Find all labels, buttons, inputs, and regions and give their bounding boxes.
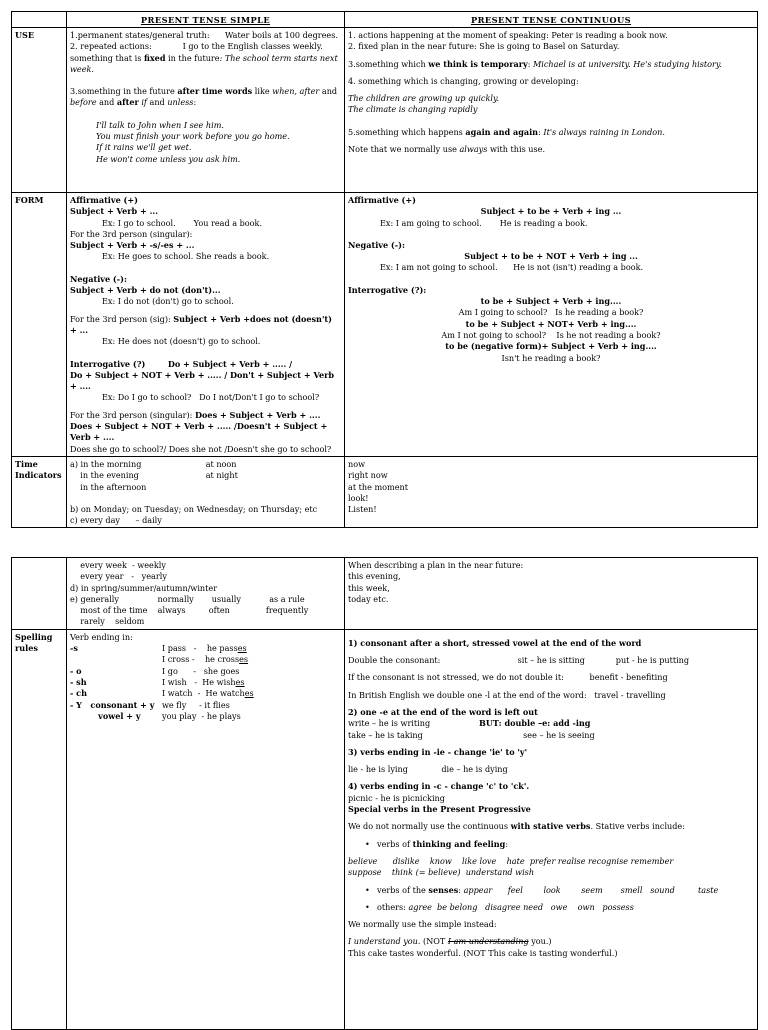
form-simple-example: Ex: I go to school. You read a book. [102,217,263,228]
form-cont-formula: Subject + to be + Verb + ing ... [480,206,622,217]
form-simple [67,193,345,457]
use-simple-example: If it rains we'll get wet. [96,142,192,153]
form-cont-formula: Subject + to be + NOT + Verb + ing ... [464,251,638,262]
time-cont-line: at the moment [348,481,408,492]
time-simple-line: in the evening at night [70,470,238,481]
spelling-row: - ch I watch - He watch es [70,688,254,699]
bullet-others: • others: agree be belong disagree need owe own possess [348,902,754,913]
time-cont-line: Listen! [348,504,377,515]
rule1-note: If the consonant is not stressed, we do not double it: benefit - benefiting [348,672,668,683]
use-simple-line: 1.permanent states/general truth: Water boils at 100 degrees. [70,30,338,40]
form-simple-example: Ex: Do I go to school? Do I not/Don't I go to school? [102,392,320,403]
form-simple-formula: Does + Subject + NOT + Verb + ..... /Doesn't + Subject + Verb + .... [70,421,328,443]
row-time-continued [12,558,758,630]
time2-cont-line: this week, [348,582,390,593]
time2-simple-line: most of the time always often frequently [70,605,309,616]
form-simple-example: Ex: He does not (doesn't) go to school. [102,336,261,347]
form-cont-formula: to be (negative form)+ Subject + Verb + ing.... [445,341,657,352]
use-cont-line: 5.something which happens again and again: It's always raining in London. [348,126,665,137]
form-simple-interrogative: Interrogative (?) Do + Subject + Verb + ..... / [70,358,293,369]
time-continuous [345,456,758,527]
use-simple-line: something that is fixed in the future: The school term starts next week. [70,52,338,74]
header-continuous: PRESENT TENSE CONTINUOUS [345,12,758,28]
header-row [12,12,758,28]
time2-cont-line: this evening, [348,571,401,582]
form-simple-formula: Subject + Verb + -s/-es + ... [70,240,195,251]
spelling-simple [67,629,345,1029]
label-spelling: Spelling rules [12,629,67,1029]
bullet-thinking: • verbs of thinking and feeling: [348,839,754,850]
time2-simple-line: rarely seldom [70,616,145,627]
form-cont-formula: to be + Subject + Verb + ing.... [480,296,622,307]
example-understand: I understand you. (NOT I am understanding you.) [348,936,552,947]
use-cont-line: 3.something which we think is temporary: Michael is at university. He's studying history. [348,58,722,69]
form-simple-example: Ex: I do not (don't) go to school. [102,296,234,307]
form-cont-example: Isn't he reading a book? [501,352,601,363]
use-simple [67,28,345,193]
use-cont-example: The climate is changing rapidly [348,104,478,115]
label-use: USE [12,28,67,193]
label-empty [12,558,67,630]
rule2-line: take – he is taking see – he is seeing [348,729,595,740]
time2-simple-line: every year - yearly [70,571,167,582]
use-simple-line: 3.something in the future after time words like when, after and before and after if and unless: [70,86,338,108]
form-cont-interrogative: Interrogative (?): [348,284,427,295]
simple-instead: We normally use the simple instead: [348,919,497,930]
use-cont-line: 1. actions happening at the moment of speaking: Peter is reading a book now. [348,30,668,40]
table-1 [11,11,758,528]
use-simple-example: I'll talk to John when I see him. [96,119,224,130]
use-simple-example: You must finish your work before you go home. [96,131,290,142]
row-time [12,456,758,527]
time2-simple-line: e) generally normally usually as a rule [70,593,305,604]
form-cont-negative: Negative (-): [348,239,405,250]
header-simple: PRESENT TENSE SIMPLE [67,12,345,28]
row-form [12,193,758,457]
use-cont-example: The children are growing up quickly. [348,93,500,104]
form-cont-example: Ex: I am not going to school. He is not (isn't) reading a book. [380,262,644,273]
header-empty [12,12,67,28]
time2-cont-line: today etc. [348,593,389,604]
form-simple-example: Ex: He goes to school. She reads a book. [102,251,270,262]
time-simple-line: in the afternoon [70,481,147,492]
time-simple-line: c) every day – daily [70,515,162,526]
row-spelling [12,629,758,1029]
time2-cont-line: When describing a plan in the near future: [348,560,524,570]
rule1-british: In British English we double one -l at the end of the word: travel - travelling [348,689,666,700]
spelling-row: -s I pass - he pass es [70,643,247,654]
form-simple-example: Does she go to school?/ Does she not /Doesn't she go to school? [70,443,332,454]
example-cut: This cake tastes wonderful. (NOT This cake is tasting wonderful.) [348,947,618,958]
form-simple-line: For the 3rd person (sig): Subject + Verb +does not (doesn't) + ... [70,313,332,335]
form-simple-formula: Do + Subject + NOT + Verb + ..... / Don't + Subject + Verb + .... [70,369,335,392]
spelling-row: - Y consonant + y we fly - it flies [70,699,230,710]
special-title: Special verbs in the Present Progressive [348,804,531,815]
time2-simple-line: every week - weekly [70,560,166,570]
label-time: Time Indicators [12,456,67,527]
time-cont-line: now [348,458,366,469]
use-cont-line: 4. something which is changing, growing or developing: [348,75,579,86]
form-cont-example: Ex: I am going to school. He is reading a book. [380,217,588,228]
table-2 [11,557,758,1030]
form-simple-affirmative: Affirmative (+) [70,195,138,205]
rule1-title: 1) consonant after a short, stressed vowel at the end of the word [348,637,642,648]
form-cont-formula: to be + Subject + NOT+ Verb + ing.... [465,318,637,329]
thinking-verbs: suppose think (= believe) understand wish [348,867,535,878]
form-simple-formula: Subject + Verb + ... [70,206,159,217]
spelling-intro: Verb ending in: [70,631,133,642]
time-cont-line: right now [348,470,388,481]
use-simple-line: 2. repeated actions: I go to the English classes weekly. [70,41,323,52]
rule2-title: 2) one -e at the end of the word is left out [348,706,538,717]
rule2-line: write – he is writing BUT: double –e: add -ing [348,718,591,729]
time2-simple-line: d) in spring/summer/autumn/winter [70,582,218,593]
rule4-title: 4) verbs ending in -c - change 'c' to 'ck'. [348,781,530,792]
spelling-continuous [345,629,758,1029]
use-cont-line: Note that we normally use always with this use. [348,144,546,155]
label-form: FORM [12,193,67,457]
use-simple-example: He won't come unless you ask him. [96,153,241,164]
rule1-text: Double the consonant: sit – he is sitting put - he is putting [348,655,690,666]
form-simple-line: For the 3rd person (singular): [70,228,193,239]
rule4-text: picnic - he is picnicking [348,792,445,803]
form-cont-example: Am I going to school? Is he reading a book? [458,307,644,318]
time2-continuous [345,558,758,630]
form-simple-line: For the 3rd person (singular): Does + Subject + Verb + .... [70,409,321,420]
time-cont-line: look! [348,492,369,503]
use-continuous [345,28,758,193]
bullet-senses: • verbs of the senses: appear feel look seem smell sound taste [348,885,754,896]
spelling-row: vowel + y you play - he plays [70,710,241,721]
form-continuous [345,193,758,457]
spelling-row: I cross - he cross es [162,654,249,665]
time-simple [67,456,345,527]
row-use [12,28,758,193]
rule3-title: 3) verbs ending in -ie - change 'ie' to 'y' [348,746,528,757]
time2-simple [67,558,345,630]
stative-intro: We do not normally use the continuous with stative verbs. Stative verbs include: [348,821,685,832]
spelling-row: - sh I wish - He wish es [70,676,245,687]
time-simple-line: a) in the morning at noon [70,458,237,469]
form-simple-negative: Negative (-): [70,273,127,284]
rule3-text: lie - he is lying die – he is dying [348,764,508,775]
form-cont-affirmative: Affirmative (+) [348,195,416,205]
spelling-row: - o I go - she goes [70,665,240,676]
form-cont-example: Am I not going to school? Is he not reading a book? [441,329,661,340]
time-simple-line: b) on Monday; on Tuesday; on Wednesday; on Thursday; etc [70,503,318,514]
thinking-verbs: believe dislike know like love hate prefer realise recognise remember [348,855,674,866]
form-simple-formula: Subject + Verb + do not (don't)... [70,285,221,296]
use-cont-line: 2. fixed plan in the near future: She is going to Basel on Saturday. [348,41,620,52]
